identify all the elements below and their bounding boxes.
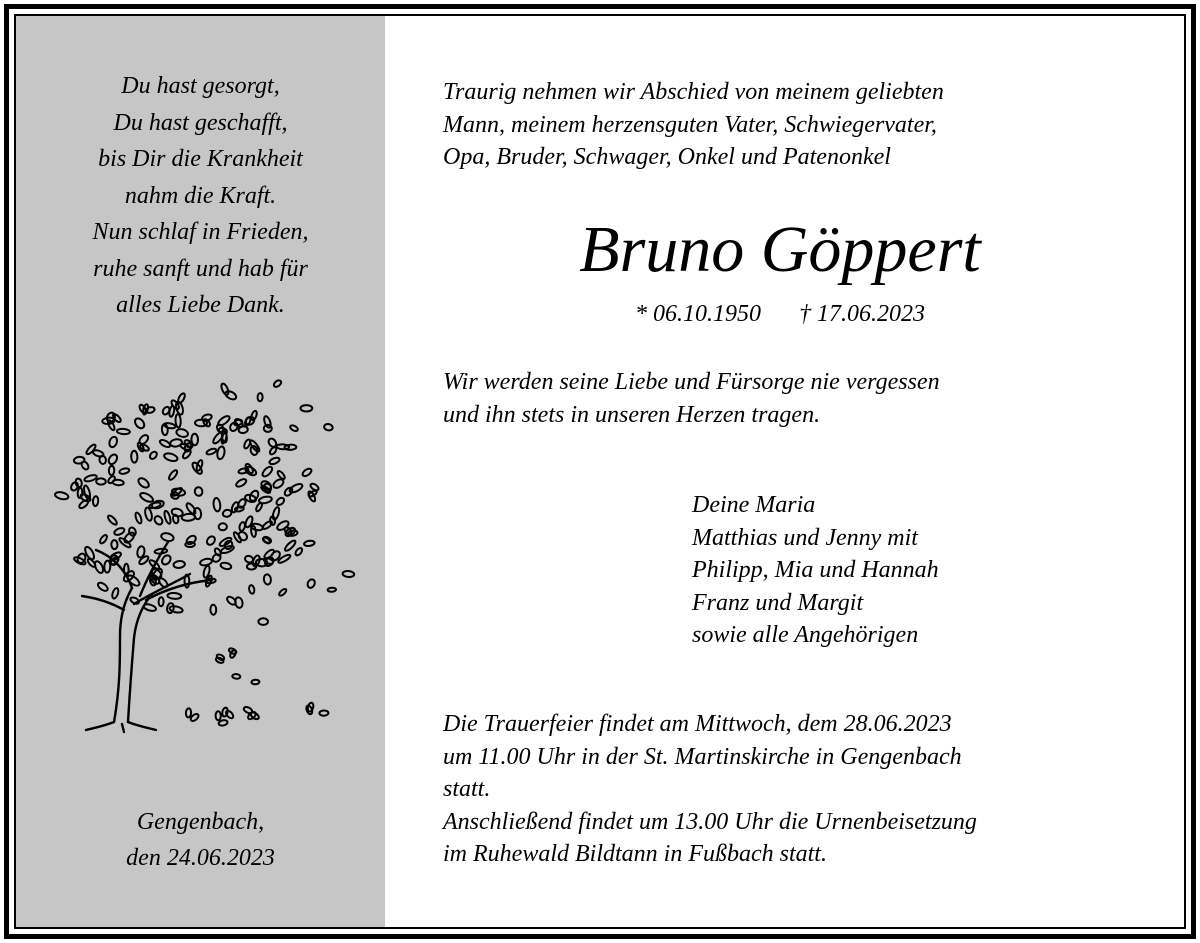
leaf-mark — [220, 562, 232, 570]
poem-line: ruhe sanft und hab für — [93, 255, 308, 282]
leaf-mark — [289, 424, 298, 432]
leaf-mark — [117, 428, 130, 434]
leaf-mark — [257, 393, 262, 401]
leaf-mark — [262, 536, 272, 544]
family-signature — [692, 489, 939, 652]
leaf-mark — [111, 540, 118, 549]
leaf-mark — [226, 595, 238, 606]
leaf-mark — [85, 443, 97, 455]
leaf-mark — [216, 711, 221, 720]
leaf-mark — [123, 531, 136, 545]
leaf-mark — [177, 392, 186, 404]
poem-line: Du hast gesorgt, — [121, 73, 280, 99]
intro-line: Traurig nehmen wir Abschied von meinem geliebten — [443, 79, 944, 105]
leaf-mark — [301, 405, 313, 411]
leaf-mark — [93, 496, 99, 506]
leaf-mark — [173, 561, 185, 569]
leaf-mark — [107, 514, 119, 526]
poem-line: Nun schlaf in Frieden, — [92, 219, 309, 245]
leaf-mark — [143, 603, 157, 612]
leaf-mark — [111, 587, 119, 599]
leaf-mark — [225, 709, 235, 719]
leaf-mark — [138, 555, 150, 566]
leaf-mark — [181, 513, 195, 521]
family-line: Deine Maria — [692, 492, 816, 518]
leaf-mark — [237, 530, 249, 542]
memory-text — [443, 366, 940, 431]
intro-text — [443, 76, 944, 174]
leaf-mark — [278, 588, 287, 597]
leaf-mark — [273, 379, 283, 388]
leaf-mark — [158, 597, 163, 606]
leaf-mark — [96, 478, 106, 484]
leaf-mark — [176, 428, 189, 438]
leaf-mark — [153, 515, 164, 526]
poem — [16, 68, 385, 324]
leaf-mark — [250, 523, 263, 532]
leaf-mark — [167, 593, 181, 600]
leaf-mark — [263, 574, 271, 585]
leaf-mark — [134, 512, 142, 524]
leaf-mark — [133, 417, 146, 430]
leaf-mark — [251, 680, 259, 685]
leaf-mark — [175, 414, 181, 428]
leaf-mark — [160, 554, 172, 566]
leaf-mark — [309, 482, 319, 491]
leaf-mark — [131, 451, 138, 463]
ceremony-line: Die Trauerfeier findet am Mittwoch, dem 28.06.2023 — [443, 711, 952, 737]
leaf-mark — [232, 674, 240, 679]
leaf-mark — [224, 390, 237, 401]
leaf-mark — [97, 581, 110, 592]
leaf-mark — [219, 523, 227, 530]
family-line: Philipp, Mia und Hannah — [692, 557, 939, 583]
leaf-mark — [108, 436, 118, 448]
leaf-mark — [306, 578, 316, 589]
leaf-mark — [217, 414, 231, 427]
leaf-mark — [288, 482, 303, 494]
leaf-mark — [109, 466, 115, 475]
leaf-mark — [261, 465, 274, 478]
poem-line: bis Dir die Krankheit — [98, 146, 303, 172]
ceremony-line: statt. — [443, 776, 491, 802]
leaf-mark — [164, 422, 176, 429]
leaf-mark — [284, 444, 296, 450]
leaf-mark — [305, 705, 313, 715]
leaf-mark — [99, 534, 109, 545]
leaf-mark — [199, 558, 212, 567]
leaf-mark — [139, 491, 154, 503]
ceremony-line: Anschließend findet um 13.00 Uhr die Urnenbeisetzung — [443, 808, 977, 835]
leaf-mark — [294, 547, 303, 557]
leaf-mark — [328, 587, 337, 591]
leaf-mark — [235, 478, 247, 489]
leaf-mark — [104, 560, 111, 572]
birth-date: * 06.10.1950 — [635, 301, 761, 327]
leaf-mark — [206, 448, 217, 456]
family-line: Matthias und Jenny mit — [692, 524, 918, 551]
poem-line: alles Liebe Dank. — [116, 292, 285, 318]
leaf-mark — [74, 456, 85, 464]
life-dates — [385, 296, 1175, 332]
leaf-mark — [154, 548, 167, 554]
leaf-mark — [194, 487, 203, 497]
leaf-mark — [244, 555, 254, 564]
leaf-mark — [276, 470, 286, 480]
leaf-mark — [269, 456, 281, 465]
leaf-mark — [113, 527, 125, 537]
leaf-mark — [284, 539, 297, 552]
ceremony-line: um 11.00 Uhr in der St. Martinskirche in Gengenbach — [443, 743, 962, 770]
leaf-mark — [107, 475, 116, 484]
leaf-mark — [255, 502, 263, 512]
leaf-mark — [275, 496, 285, 506]
place-date — [16, 804, 385, 876]
leaf-mark — [248, 585, 255, 594]
leaf-mark — [250, 445, 259, 455]
leaf-mark — [54, 491, 69, 500]
leaf-mark — [137, 476, 151, 489]
leaf-mark — [107, 453, 119, 466]
poem-line: Du hast geschafft, — [113, 109, 288, 136]
leaf-mark — [149, 450, 159, 460]
leaf-mark — [73, 556, 86, 566]
family-line: Franz und Margit — [692, 589, 864, 616]
leaf-mark — [163, 510, 172, 524]
deceased-name: Bruno Göppert — [579, 213, 981, 286]
leaf-mark — [319, 710, 328, 716]
leaf-mark — [304, 540, 315, 546]
leaf-mark — [324, 423, 334, 431]
leaf-mark — [239, 522, 246, 532]
tree-with-falling-leaves-icon — [50, 370, 360, 740]
intro-line: Opa, Bruder, Schwager, Onkel und Patenonkel — [443, 144, 891, 170]
leaf-mark — [222, 509, 232, 518]
leaf-mark — [258, 618, 268, 625]
memory-line: und ihn stets in unseren Herzen tragen. — [443, 401, 821, 428]
leaf-mark — [238, 426, 248, 434]
place: Gengenbach, — [136, 809, 265, 835]
leaf-mark — [129, 596, 140, 605]
leaf-mark — [163, 452, 178, 463]
poem-line: nahm die Kraft. — [124, 182, 277, 209]
leaf-mark — [80, 460, 90, 470]
leaf-mark — [272, 506, 281, 520]
leaf-mark — [205, 535, 216, 547]
leaf-mark — [216, 446, 225, 460]
leaf-mark — [160, 532, 174, 542]
leaf-mark — [213, 498, 221, 512]
leaf-mark — [93, 560, 105, 574]
leaf-mark — [301, 467, 312, 477]
leaf-mark — [244, 465, 258, 477]
death-date: † 17.06.2023 — [799, 301, 925, 327]
date: den 24.06.2023 — [126, 845, 275, 871]
leaf-mark — [168, 469, 179, 481]
ceremony-info — [443, 708, 977, 871]
leaf-mark — [119, 467, 130, 474]
memory-line: Wir werden seine Liebe und Fürsorge nie vergessen — [443, 369, 940, 395]
leaf-mark — [210, 605, 216, 615]
leaf-mark — [250, 410, 258, 421]
leaf-mark — [186, 708, 192, 717]
leaf-mark — [342, 571, 354, 578]
ceremony-line: im Ruhewald Bildtann in Fußbach statt. — [443, 841, 827, 867]
family-line: sowie alle Angehörigen — [692, 622, 919, 648]
intro-line: Mann, meinem herzensguten Vater, Schwiegervater, — [443, 111, 937, 138]
